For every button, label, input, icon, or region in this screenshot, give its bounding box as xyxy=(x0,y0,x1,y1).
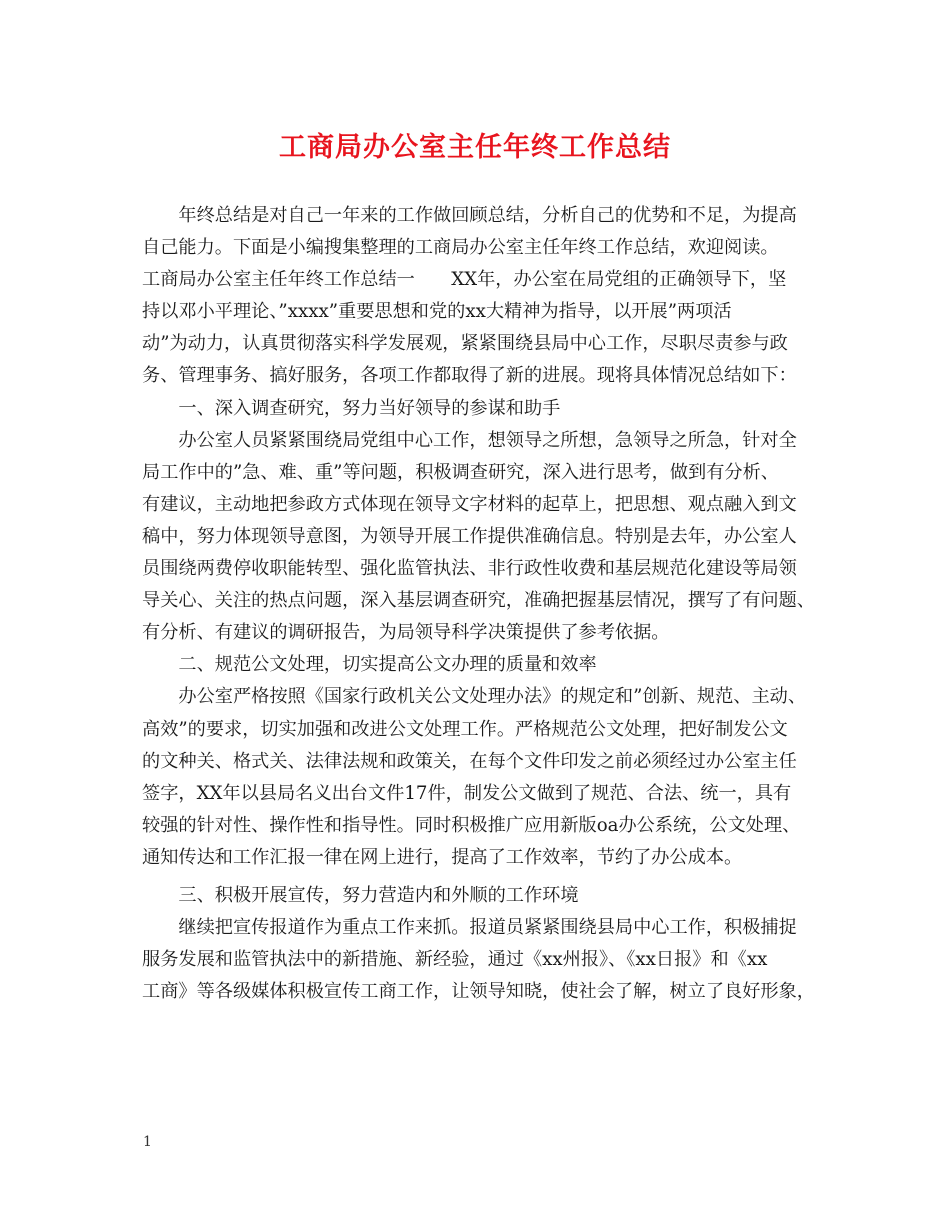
text-line: 导关心、关注的热点问题，深入基层调查研究，准确把握基层情况，撰写了有问题、 xyxy=(142,590,815,612)
text-line: 自己能力。下面是小编搜集整理的工商局办公室主任年终工作总结，欢迎阅读。 xyxy=(142,237,779,259)
text-line: 有建议，主动地把参政方式体现在领导文字材料的起草上，把思想、观点融入到文 xyxy=(142,493,797,515)
text-line: 较强的针对性、操作性和指导性。同时积极推广应用新版oa办公系统，公文处理、 xyxy=(142,814,801,836)
section-heading: 二、规范公文处理，切实提高公文办理的质量和效率 xyxy=(142,654,597,676)
text-line: 工商》等各级媒体积极宣传工商工作，让领导知晓，使社会了解，树立了良好形象， xyxy=(142,981,815,1003)
document-body xyxy=(142,200,826,1008)
text-line: 工商局办公室主任年终工作总结一 XX年，办公室在局党组的正确领导下，坚 xyxy=(142,269,787,291)
text-line: 持以邓小平理论、”xxxx”重要思想和党的xx大精神为指导，以开展”两项活 xyxy=(142,301,732,323)
text-line: 签字，XX年以县局名义出台文件17件，制发公文做到了规范、合法、统一，具有 xyxy=(142,782,792,804)
text-line: 办公室严格按照《国家行政机关公文处理办法》的规定和”创新、规范、主动、 xyxy=(142,686,807,708)
text-line: 继续把宣传报道作为重点工作来抓。报道员紧紧围绕县局中心工作，积极捕捉 xyxy=(142,917,797,939)
text-line: 年终总结是对自己一年来的工作做回顾总结，分析自己的优势和不足，为提高 xyxy=(142,205,797,226)
section-heading: 一、深入调查研究，努力当好领导的参谋和助手 xyxy=(142,397,561,419)
text-line: 稿中，努力体现领导意图，为领导开展工作提供准确信息。特别是去年，办公室人 xyxy=(142,525,797,547)
text-line: 办公室人员紧紧围绕局党组中心工作，想领导之所想，急领导之所急，针对全 xyxy=(142,429,797,451)
text-line: 的文种关、格式关、法律法规和政策关，在每个文件印发之前必须经过办公室主任 xyxy=(142,750,797,772)
page-number: 1 xyxy=(143,1134,152,1150)
text-line: 员围绕两费停收职能转型、强化监管执法、非行政性收费和基层规范化建设等局领 xyxy=(142,558,797,580)
text-line: 动”为动力，认真贯彻落实科学发展观，紧紧围绕县局中心工作，尽职尽责参与政 xyxy=(142,333,788,355)
text-line: 有分析、有建议的调研报告，为局领导科学决策提供了参考依据。 xyxy=(142,622,670,644)
text-line: 务、管理事务、搞好服务，各项工作都取得了新的进展。现将具体情况总结如下： xyxy=(142,365,797,387)
text-line: 通知传达和工作汇报一律在网上进行，提高了工作效率，节约了办公成本。 xyxy=(142,846,743,868)
text-line: 服务发展和监管执法中的新措施、新经验，通过《xx州报》、《xx日报》和《xx xyxy=(142,949,768,971)
text-line: 高效”的要求，切实加强和改进公文处理工作。严格规范公文处理，把好制发公文 xyxy=(142,718,788,740)
text-line: 局工作中的”急、难、重”等问题，积极调查研究，深入进行思考，做到有分析、 xyxy=(142,461,779,483)
document-title: 工商局办公室主任年终工作总结 xyxy=(279,132,671,163)
section-heading: 三、积极开展宣传，努力营造内和外顺的工作环境 xyxy=(142,884,579,906)
